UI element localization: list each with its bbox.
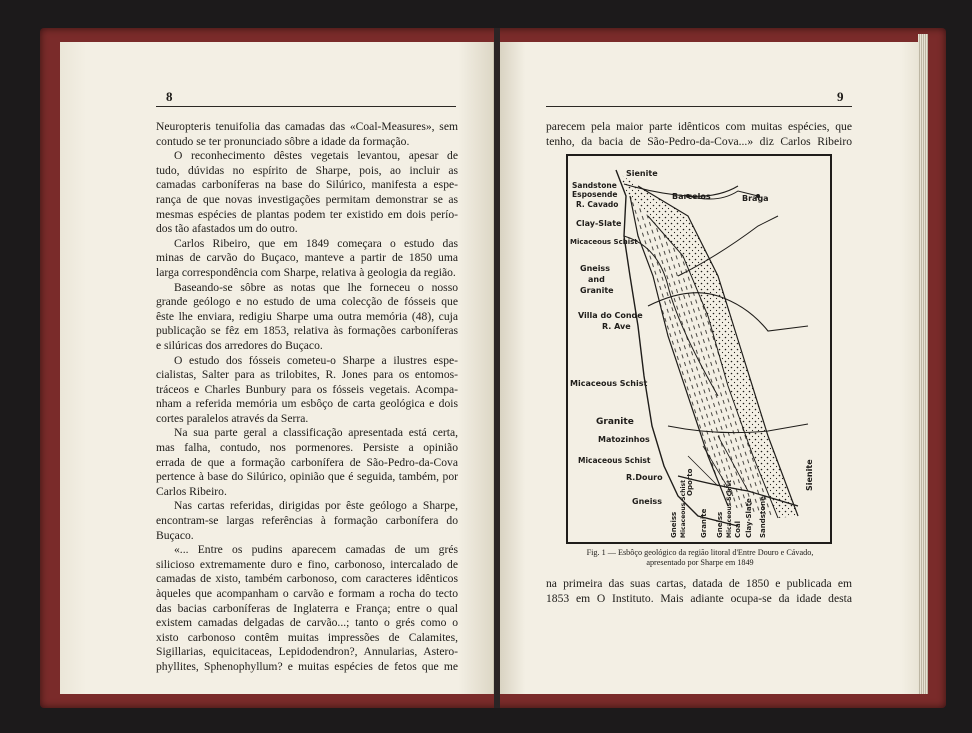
text-line: Carlos Ribeiro, que em 1849 começara o estudo das [174,236,458,250]
label-granite-2: Granite [596,417,634,427]
text-line: errada de que a formação carbonífera de São-Pedro-da-Cova [156,455,458,469]
text-line: Carlos Ribeiro. [156,484,227,498]
label-matozinhos: Matozinhos [598,435,650,444]
label-braga: Braga [742,194,769,203]
text-line: O reconhecimento dêstes vegetais levantou, apesar de [174,149,458,163]
text-line: minas de carvão do Buçaco, manteve a partir de 1850 uma [156,251,458,265]
label-r-douro: R.Douro [626,473,663,482]
text-line: xisto carbonoso contêm muitas impressões de Calamites, [156,630,458,644]
text-line: êste lhe enviara, redigiu Sharpe uma outra memória (48), cuja [156,309,458,323]
text-line: mesmas espécies de plantas podem ter existido em dois perío- [156,207,458,221]
label-vertical-gneiss-2: Gneiss [716,511,724,538]
label-gneiss: Gneiss [580,264,610,273]
figure-caption [552,548,848,568]
label-vertical-micaceous-2: Micaceous Schist [726,480,733,538]
text-line: O estudo dos fósseis cometeu-o Sharpe a ilustres espe- [174,353,458,367]
page-edges [918,34,928,694]
text-line: tráceos e Charles Bunbury para os fósseis vegetais. Acompa- [156,382,458,396]
text-line: dos tão afastados um do outro. [156,222,298,236]
text-line: mas falha, contudo, nos pormenores. Persiste a opinião [156,441,458,455]
text-line: àqueles que acompanham o carvão e formam a rocha do tecto [156,587,458,600]
text-line: grande geólogo e no estudo de uma colecção de fósseis que [156,295,458,309]
text-line: rança de que novas investigações permitam demonstrar se as [156,192,458,206]
map-drawing [568,156,830,542]
text-line: Buçaco. [156,528,194,542]
header-rule-left [156,106,456,107]
text-line: na primeira das suas cartas, datada de 1850 e publicada em [546,577,852,590]
label-vertical-gneiss-1: Gneiss [670,511,678,538]
text-line: contudo se ter pronunciado sôbre a idade da formação. [156,134,410,148]
right-top-text [546,120,852,149]
text-line: cialistas, Salter para as trilobites, R. Jones para os entomos- [156,368,458,382]
label-cavado: R. Cavado [576,200,619,209]
page-number-right: 9 [837,89,844,104]
text-line: nham a referida memória um esbôço de carta geológica e dois [156,397,458,411]
label-villa-do-conde: Villa do Conde [578,311,643,320]
label-and: and [588,275,605,284]
label-micaceous-schist-3: Micaceous Schist [578,456,651,465]
right-page [500,42,918,694]
label-vertical-micaceous-1: Micaceous Schist [680,480,687,538]
text-line: Nas cartas referidas, dirigidas por êste geólogo a Sharpe, [174,499,458,513]
text-line: «... Entre os pudins aparecem camadas de um grés [174,543,458,557]
page-number-left: 8 [166,89,173,104]
text-line: Neuropteris tenuifolia das camadas das «Coal-Measures», sem [156,120,458,133]
label-oporto: Oporto [686,468,694,496]
caption-line-2: apresentado por Sharpe em 1849 [646,558,754,567]
label-esposende: Esposende [572,190,618,199]
label-granite-1: Granite [580,286,614,295]
text-line: Baseando-se sôbre as notas que lhe forneceu o nosso [174,280,458,294]
right-bottom-text [546,577,852,606]
label-gneiss-bottom: Gneiss [632,497,662,506]
label-vertical-granite: Granite [700,508,708,538]
caption-line-1: Fig. 1 — Esbôço geológico da região litoral d'Entre Douro e Cávado, [586,548,814,557]
left-body-text [156,120,458,675]
text-line: e silúricas dos arredores do Buçaco. [156,338,323,352]
text-line: phyllites, Sphenophyllum? e muitas espécies de fetos que me [156,659,458,673]
label-sandstone: Sandstone [572,181,617,190]
label-vertical-clay-slate: Clay-Slate [745,498,753,538]
text-line: tudo, dúvidas no espírito de Sharpe, pois, ao incluir as [156,163,458,177]
label-sienite-right: Sienite [805,459,814,491]
text-line: Na sua parte geral a classificação apresentada está certa, [174,426,458,440]
header-rule-right [546,106,852,107]
text-line: existem camadas delgadas de carvão...; tanto o grés como o [156,616,458,630]
text-line: Sigillarias, equicitaceas, Lepidodendron?, Annularias, Astero- [156,645,458,659]
text-line: camadas de xisto, também carbonoso, com caracteres idênticos [156,572,458,586]
label-micaceous-schist-1: Micaceous Schist [570,238,638,246]
text-line: publicação se fêz em 1853, relativa às formações carboníferas [156,324,458,338]
text-line: das bacias carboníferas de Inglaterra e França; entre o qual [156,601,458,615]
text-line: tenho, da bacia de São-Pedro-da-Cova...» diz Carlos Ribeiro [546,134,852,148]
label-clay-slate: Clay-Slate [576,219,622,228]
label-micaceous-schist-2: Micaceous Schist [570,379,648,388]
text-line: parecem pela maior parte idênticos com muitas espécies, que [546,120,852,133]
label-sienite-top: Sienite [626,169,658,178]
text-line: 1853 em O Instituto. Mais adiante ocupa-se da idade desta [546,591,852,605]
label-barcelos: Barcelos [672,192,711,201]
text-line: cortes paralelos através da Serra. [156,411,309,425]
text-line: encontram-se largas referências à formação carbonífera do [156,514,458,528]
text-line: pertence à base do Silúrico, opinião que é seguida, também, por [156,470,458,484]
text-line: larga correspondência com Sharpe, relativa à geologia da região. [156,265,456,279]
label-r-ave: R. Ave [602,322,631,331]
label-vertical-sandstone: Sandstone [759,496,767,538]
text-line: camadas carboníferas na base do Silúrico, manifesta a espe- [156,178,458,192]
label-vertical-coal: Coal [734,520,742,538]
text-line: silicioso extremamente duro e fino, carbonoso, intercalado de [156,557,458,571]
geological-map [566,154,832,544]
left-page [60,42,494,694]
